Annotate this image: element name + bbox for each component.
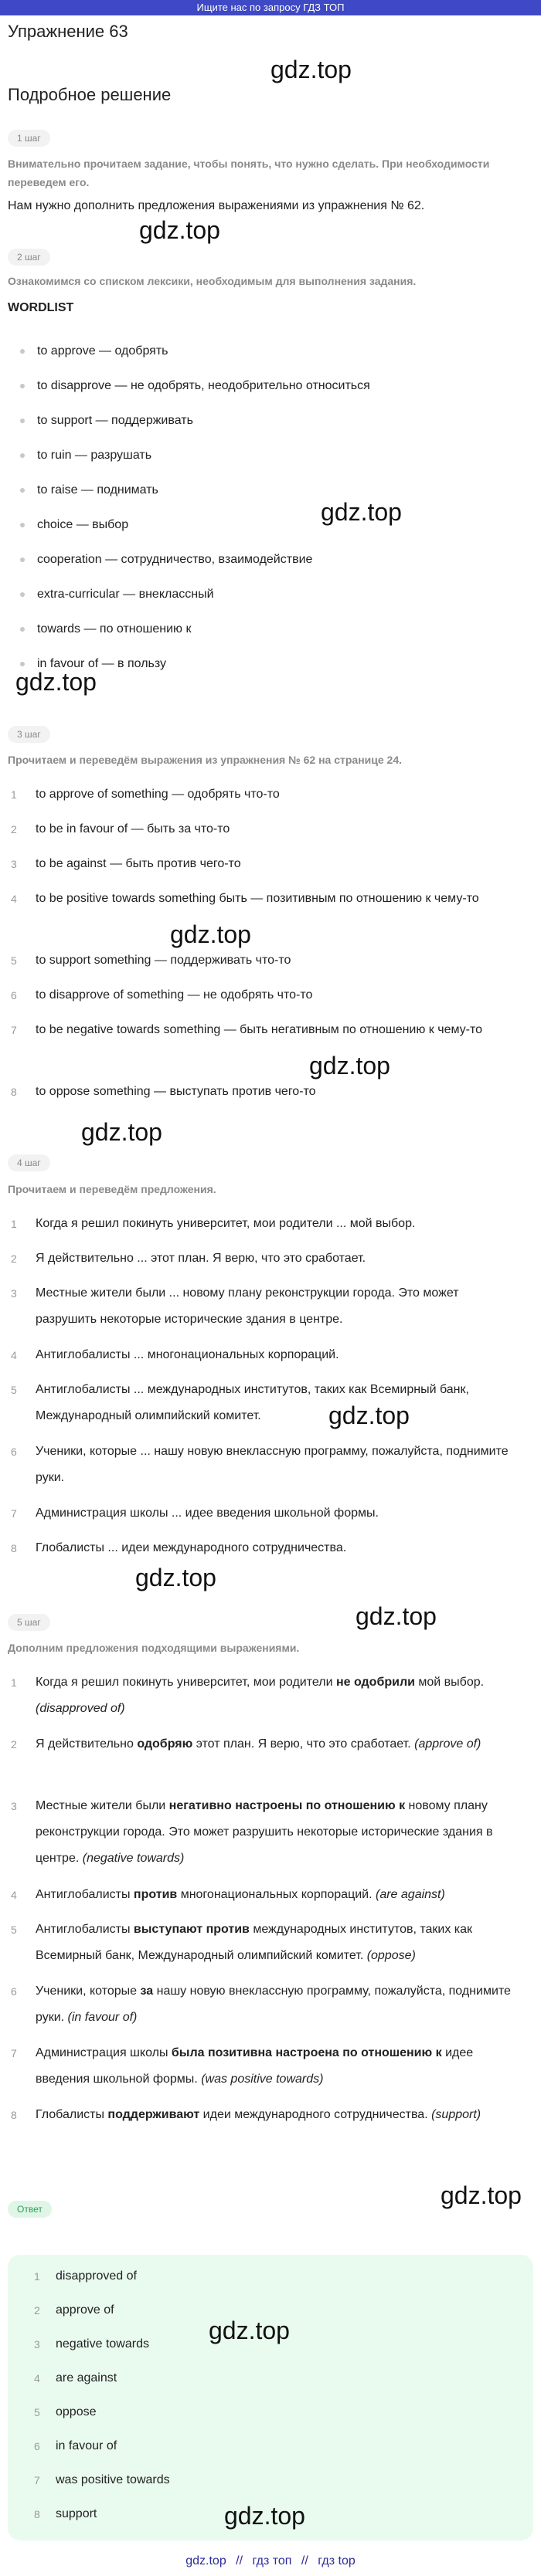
step3-note: Прочитаем и переведём выражения из упражнения № 62 на странице 24. xyxy=(8,754,402,766)
list-item: 1 Когда я решил покинуть университет, мои родители не одобрили мой выбор. (disapproved of) xyxy=(11,1676,485,1715)
sentences-list xyxy=(0,1211,541,1570)
list-item: 2 approve of xyxy=(34,2303,114,2317)
footer-link[interactable]: gdz.top xyxy=(185,2554,226,2568)
list-item: cooperation — сотрудничество, взаимодействие xyxy=(0,542,541,577)
top-banner[interactable]: Ищите нас по запросу ГДЗ ТОП xyxy=(0,0,541,15)
step-badge-3: 3 шаг xyxy=(8,726,50,743)
list-item: 6 to disapprove of something — не одобрять что-то xyxy=(11,988,313,1002)
list-item: 1 Когда я решил покинуть университет, мои родители ... мой выбор. xyxy=(11,1217,416,1230)
list-item: 4 to be positive towards something быть — позитивным по отношению к чему-то xyxy=(11,892,479,905)
list-item: to approve — одобрять xyxy=(0,334,541,368)
list-item: 4 are against xyxy=(34,2371,117,2384)
list-item: 7 was positive towards xyxy=(34,2473,170,2486)
list-item: 7 Администрация школы была позитивна настроена по отношению к идее введения школьной формы. (was positive towards) xyxy=(11,2046,474,2086)
step4-note: Прочитаем и переведём предложения. xyxy=(8,1183,216,1195)
list-item: 3 to be against — быть против чего-то xyxy=(11,857,241,870)
wordlist-title: WORDLIST xyxy=(8,301,74,314)
list-item: 6 Ученики, которые за нашу новую внеклассную программу, пожалуйста, поднимите руки. (in favour of) xyxy=(11,1985,511,2024)
list-item: 8 Глобалисты ... идеи международного сотрудничества. xyxy=(11,1541,347,1554)
watermark: gdz.top xyxy=(270,56,352,83)
list-item: 1 to approve of something — одобрять что-то xyxy=(11,788,280,801)
step-badge-4: 4 шаг xyxy=(8,1154,50,1171)
watermark: gdz.top xyxy=(15,668,97,696)
step-badge-1: 1 шаг xyxy=(8,130,50,147)
footer-separator: // xyxy=(301,2554,308,2568)
list-item: towards — по отношению к xyxy=(0,612,541,646)
watermark: gdz.top xyxy=(321,498,402,526)
page-title: Упражнение 63 xyxy=(8,22,128,41)
step-badge-5: 5 шаг xyxy=(8,1614,50,1631)
list-item: 4 Антиглобалисты против многонациональных корпораций. (are against) xyxy=(11,1888,445,1901)
list-item: 4 Антиглобалисты ... многонациональных корпораций. xyxy=(11,1348,339,1361)
list-item: to disapprove — не одобрять, неодобрительно относиться xyxy=(0,368,541,403)
list-item: 8 support xyxy=(34,2507,97,2520)
list-item: 5 oppose xyxy=(34,2405,97,2418)
list-item: 3 Местные жители были негативно настроены по отношению к новому плану реконструкции города. Это может разрушить некоторые исторические здания в центре. (negative towards) xyxy=(11,1799,493,1865)
watermark: gdz.top xyxy=(170,920,251,948)
expressions-list xyxy=(0,781,541,1113)
list-item: 5 to support something — поддерживать что-то xyxy=(11,954,291,967)
answers-detailed-list xyxy=(0,1669,541,2164)
watermark: gdz.top xyxy=(356,1602,437,1630)
step1-note: Внимательно прочитаем задание, чтобы понять, что нужно сделать. При необходимости переведем его. xyxy=(8,158,490,188)
step-badge-2: 2 шаг xyxy=(8,249,50,266)
list-item: 7 to be negative towards something — быть негативным по отношению к чему-то xyxy=(11,1023,483,1036)
footer-separator: // xyxy=(236,2554,243,2568)
list-item: 1 disapproved of xyxy=(34,2269,137,2283)
list-item: in favour of — в пользу xyxy=(0,646,541,681)
list-item: 3 Местные жители были ... новому плану реконструкции города. Это может разрушить некоторые исторические здания в центре. xyxy=(11,1286,459,1326)
list-item: to raise — поднимать xyxy=(0,473,541,507)
watermark: gdz.top xyxy=(224,2502,305,2530)
list-item: 2 Я действительно одобряю этот план. Я верю, что это сработает. (approve of) xyxy=(11,1737,481,1751)
wordlist xyxy=(0,334,541,681)
list-item: choice — выбор xyxy=(0,507,541,542)
step1-text: Нам нужно дополнить предложения выражениями из упражнения № 62. xyxy=(8,199,425,212)
list-item: 8 to oppose something — выступать против чего-то xyxy=(11,1085,316,1098)
list-item: extra-curricular — внеклассный xyxy=(0,577,541,612)
section-title: Подробное решение xyxy=(8,85,172,104)
step5-note: Дополним предложения подходящими выражениями. xyxy=(8,1642,300,1654)
list-item: to support — поддерживать xyxy=(0,403,541,438)
list-item: 5 Антиглобалисты выступают против международных институтов, таких как Всемирный банк, Международный олимпийский комитет. (oppose) xyxy=(11,1923,473,1962)
watermark: gdz.top xyxy=(441,2181,522,2209)
answer-badge: Ответ xyxy=(8,2201,52,2218)
list-item: 3 negative towards xyxy=(34,2337,149,2351)
footer-link[interactable]: гдз топ xyxy=(252,2554,292,2568)
watermark: gdz.top xyxy=(135,1564,216,1591)
list-item: 2 Я действительно ... этот план. Я верю, что это сработает. xyxy=(11,1252,366,1265)
watermark: gdz.top xyxy=(309,1052,390,1080)
list-item: 6 in favour of xyxy=(34,2439,117,2452)
list-item: 2 to be in favour of — быть за что-то xyxy=(11,822,230,836)
list-item: 7 Администрация школы ... идее введения школьной формы. xyxy=(11,1507,379,1520)
watermark: gdz.top xyxy=(139,216,220,244)
watermark: gdz.top xyxy=(81,1118,162,1146)
watermark: gdz.top xyxy=(209,2317,290,2344)
list-item: 8 Глобалисты поддерживают идеи международного сотрудничества. (support) xyxy=(11,2108,481,2121)
list-item: to ruin — разрушать xyxy=(0,438,541,473)
answer-list xyxy=(15,2259,526,2531)
watermark: gdz.top xyxy=(328,1402,410,1429)
footer-links xyxy=(0,2554,541,2568)
list-item: 5 Антиглобалисты ... международных институтов, таких как Всемирный банк, Международный олимпийский комитет. xyxy=(11,1383,469,1422)
list-item: 6 Ученики, которые ... нашу новую внеклассную программу, пожалуйста, поднимите руки. xyxy=(11,1445,509,1484)
footer-link[interactable]: гдз top xyxy=(318,2554,356,2568)
step2-note: Ознакомимся со списком лексики, необходимым для выполнения задания. xyxy=(8,275,417,287)
